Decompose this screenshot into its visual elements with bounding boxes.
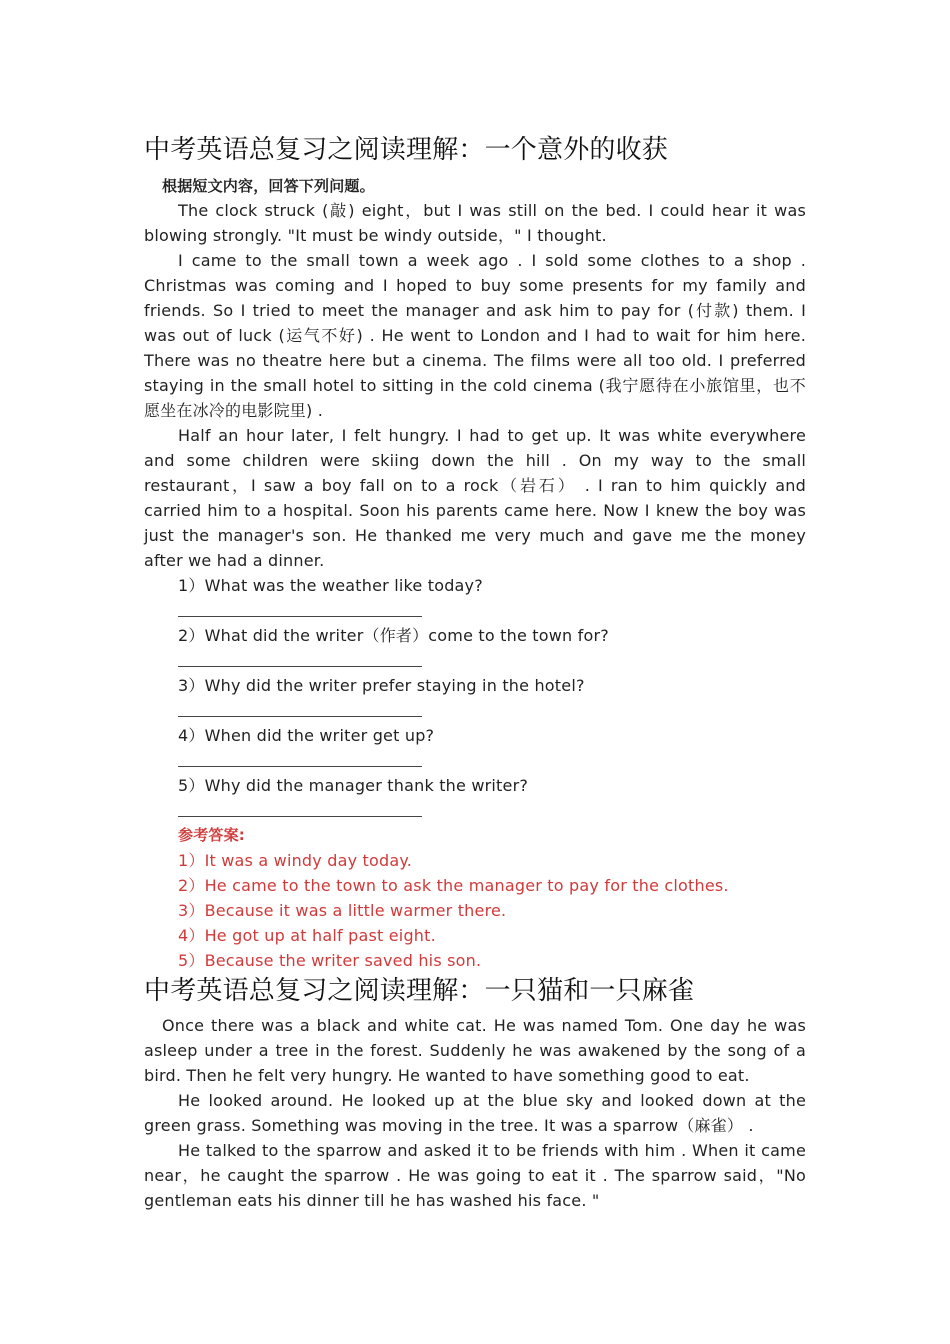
section2-paragraph-1: Once there was a black and white cat. He was named Tom. One day he was asleep under a tree in the forest. Suddenly he was awakened by the song of a bird. Then he felt very hungry. He wanted to have something good to eat. bbox=[144, 1016, 806, 1085]
question-1: 1）What was the weather like today? bbox=[178, 576, 483, 595]
section1-title: 中考英语总复习之阅读理解：一个意外的收获 bbox=[144, 135, 669, 165]
question-3: 3）Why did the writer prefer staying in the hotel? bbox=[178, 676, 585, 695]
section1-paragraph-2: I came to the small town a week ago . I sold some clothes to a shop . Christmas was coming and I hoped to buy some presents for my family and friends. So I tried to meet the manager and ask him to pay for (付款) them. I was out of luck (运气不好) . He went to London and I had to wait for him here. There was no theatre here but a cinema. The films were all too old. I preferred staying in the small hotel to sitting in the cold cinema (我宁愿待在小旅馆里，也不愿坐在冰冷的电影院里) . bbox=[144, 251, 806, 420]
answer-5: 5）Because the writer saved his son. bbox=[178, 951, 482, 970]
section2-paragraph-3: He talked to the sparrow and asked it to be friends with him . When it came near，he caught the sparrow . He was going to eat it . The sparrow said，"No gentleman eats his dinner till he has washed his face. " bbox=[144, 1141, 806, 1210]
answer-line-3[interactable] bbox=[178, 698, 806, 723]
question-5: 5）Why did the manager thank the writer? bbox=[178, 776, 529, 795]
answer-1: 1）It was a windy day today. bbox=[178, 851, 413, 870]
answer-line-2[interactable] bbox=[178, 648, 806, 673]
answer-line-4[interactable] bbox=[178, 748, 806, 773]
question-4: 4）When did the writer get up? bbox=[178, 726, 435, 745]
section1-paragraph-3: Half an hour later, I felt hungry. I had to get up. It was white everywhere and some children were skiing down the hill . On my way to the small restaurant，I saw a boy fall on to a rock（岩石） . I ran to him quickly and carried him to a hospital. Soon his parents came here. Now I knew the boy was just the manager's son. He thanked me very much and gave me the money after we had a dinner. bbox=[144, 426, 806, 570]
answer-line-1[interactable] bbox=[178, 598, 806, 623]
answers-heading: 参考答案: bbox=[178, 826, 245, 844]
section1-paragraph-1: The clock struck (敲) eight，but I was still on the bed. I could hear it was blowing strongly. "It must be windy outside，" I thought. bbox=[144, 201, 806, 245]
answer-2: 2）He came to the town to ask the manager to pay for the clothes. bbox=[178, 876, 729, 895]
answer-3: 3）Because it was a little warmer there. bbox=[178, 901, 507, 920]
answer-4: 4）He got up at half past eight. bbox=[178, 926, 436, 945]
question-2: 2）What did the writer（作者）come to the town for? bbox=[178, 626, 609, 645]
section2-paragraph-2: He looked around. He looked up at the blue sky and looked down at the green grass. Something was moving in the tree. It was a sparrow（麻雀） . bbox=[144, 1091, 806, 1135]
section2-title: 中考英语总复习之阅读理解：一只猫和一只麻雀 bbox=[144, 976, 695, 1006]
document-page bbox=[144, 132, 806, 1213]
answer-line-5[interactable] bbox=[178, 798, 806, 823]
instruction-text: 根据短文内容，回答下列问题。 bbox=[162, 177, 375, 195]
